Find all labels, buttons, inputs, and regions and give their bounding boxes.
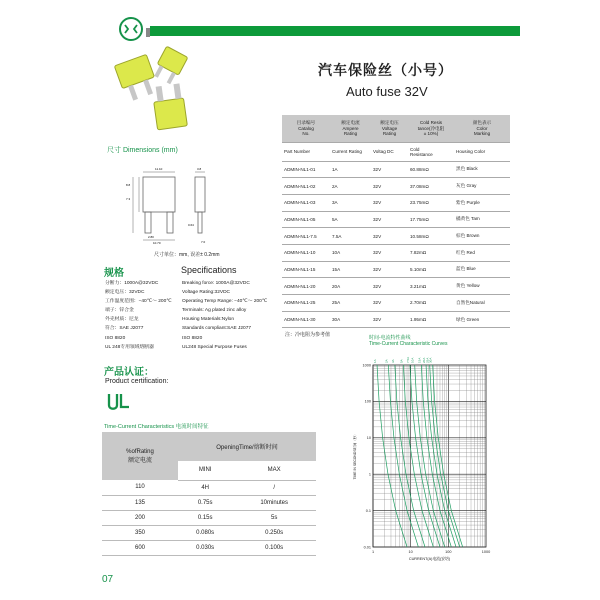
specs-heading-en: Specifications bbox=[181, 265, 237, 275]
certification-heading-en: Product certification: bbox=[105, 378, 169, 385]
chart-y-axis-label: TIME IN SECONDS时间（秒） bbox=[353, 432, 357, 480]
table-cell: Current Rating bbox=[330, 142, 371, 161]
spec-item: UL248 Special Purpose Fuses bbox=[182, 344, 247, 350]
table-cell: ADMIN-NL1-30 bbox=[282, 311, 330, 328]
table-cell: 32V bbox=[371, 261, 408, 278]
table-cell: 17.75mΩ bbox=[408, 211, 454, 228]
table-cell: / bbox=[232, 480, 316, 495]
table-cell: 32V bbox=[371, 194, 408, 211]
table-cell: 25A bbox=[330, 295, 371, 312]
table-cell: 蓝色 Blue bbox=[454, 261, 510, 278]
table-cell: 23.75mΩ bbox=[408, 194, 454, 211]
dim-label: 10.70 bbox=[153, 241, 161, 244]
table-cell: 32V bbox=[371, 161, 408, 178]
table-header-voltage: 额定电压 Voltage Rating bbox=[371, 115, 408, 142]
table-row bbox=[282, 161, 510, 178]
table-cell: 10.58mΩ bbox=[408, 228, 454, 245]
table-cell: 32V bbox=[371, 311, 408, 328]
table-cell: 7.5A bbox=[330, 228, 371, 245]
table-row bbox=[282, 244, 510, 261]
table-row bbox=[102, 495, 316, 510]
table-subheader-row bbox=[282, 142, 510, 161]
spec-item: ISO 8820 bbox=[105, 335, 126, 341]
table-cell: 3.21mΩ bbox=[408, 278, 454, 295]
chart-series-label: 1A bbox=[373, 359, 378, 363]
table-row bbox=[282, 194, 510, 211]
spec-item: Housing Materials:Nylon bbox=[182, 317, 234, 323]
table-cell: 1.95mΩ bbox=[408, 311, 454, 328]
spec-item: 外壳材质：尼龙 bbox=[105, 317, 139, 323]
spec-item: Terminals: Ag plated zinc alloy bbox=[182, 308, 247, 314]
table-cell: 自然色Natural bbox=[454, 295, 510, 312]
spec-item: 工作温度范围：−40℃～ 200℃ bbox=[105, 299, 172, 305]
table-cell: ADMIN-NL1-20 bbox=[282, 278, 330, 295]
table-cell: ADMIN-NL1-03 bbox=[282, 194, 330, 211]
table-cell: 350 bbox=[102, 525, 178, 540]
specs-list-en bbox=[182, 279, 282, 352]
table-cell: 60.88mΩ bbox=[408, 161, 454, 178]
table-row bbox=[282, 178, 510, 195]
table-cell: 32V bbox=[371, 178, 408, 195]
table-cell: Housing Color bbox=[454, 142, 510, 161]
chart-tick-label: 1 bbox=[368, 472, 371, 477]
table-cell: 32V bbox=[371, 211, 408, 228]
table-row bbox=[282, 295, 510, 312]
ul-certification-mark bbox=[107, 392, 131, 411]
chart-tick-label: 100 bbox=[445, 550, 452, 554]
chart-series-label: 2A bbox=[384, 359, 389, 363]
table-cell: 200 bbox=[102, 510, 178, 525]
table-cell: 110 bbox=[102, 480, 178, 495]
table-row bbox=[282, 228, 510, 245]
table-cell: 600 bbox=[102, 540, 178, 555]
chart-series-label: 5A bbox=[399, 359, 404, 363]
dimension-unit-note: 尺寸单位：mm, 误差± 0.2mm bbox=[154, 252, 220, 258]
table-cell: 15A bbox=[330, 261, 371, 278]
opening-time-header: OpeningTime/熔断时间 bbox=[178, 432, 316, 461]
table-header-ampere: 额定电流 Ampere Rating bbox=[330, 115, 371, 142]
chart-tick-label: 100 bbox=[364, 399, 371, 404]
table-cell: 0.030s bbox=[178, 540, 232, 555]
spec-item: UL 248专用领域熔断器 bbox=[105, 344, 154, 350]
table-cell: ADMIN-NL1-7.5 bbox=[282, 228, 330, 245]
table-row bbox=[282, 261, 510, 278]
dimensions-title: 尺寸 Dimensions (mm) bbox=[107, 147, 178, 154]
table-cell: 1A bbox=[330, 161, 371, 178]
product-title-cn: 汽车保险丝（小号） bbox=[318, 62, 453, 78]
spec-item: ISO 8820 bbox=[182, 335, 203, 341]
chart-x-axis-label: CURRENT(A)电流(安培) bbox=[408, 557, 451, 561]
spec-item: Voltage Rating:32VDC bbox=[182, 290, 230, 296]
dim-label: 11.10 bbox=[155, 167, 163, 171]
chart-tick-label: 0.1 bbox=[365, 508, 371, 513]
dim-label: 7.3 bbox=[126, 197, 131, 201]
dim-label: 3.8 bbox=[197, 167, 202, 171]
spec-item: 端子：锌合金 bbox=[105, 308, 134, 314]
table-cell: 0.100s bbox=[232, 540, 316, 555]
table-cell: ADMIN-NL1-10 bbox=[282, 244, 330, 261]
table-cell: 10minutes bbox=[232, 495, 316, 510]
table-cell: 2A bbox=[330, 178, 371, 195]
table-cell: 0.080s bbox=[178, 525, 232, 540]
chart-tick-label: 1000 bbox=[481, 550, 491, 554]
table-cell: 5.10mΩ bbox=[408, 261, 454, 278]
header-accent-green bbox=[150, 26, 520, 36]
dim-label: 2.80 bbox=[148, 235, 154, 239]
mini-header: MINI bbox=[178, 461, 232, 480]
table-cell: 2.70mΩ bbox=[408, 295, 454, 312]
opening-time-table bbox=[102, 432, 316, 556]
chart-title-en: Time-Current Characteristic Curves bbox=[369, 341, 448, 347]
chart-series-label: 15A bbox=[417, 357, 422, 363]
table-row bbox=[282, 278, 510, 295]
table-row bbox=[102, 480, 316, 495]
time-current-title: Time-Current Characteristics 电流时间特征 bbox=[104, 424, 209, 430]
chart-series-label: 20A bbox=[422, 357, 427, 363]
table-cell: 4H bbox=[178, 480, 232, 495]
table-cell: 0.15s bbox=[178, 510, 232, 525]
chart-series-label: 3A bbox=[390, 359, 395, 363]
table-row bbox=[282, 211, 510, 228]
page-number: 07 bbox=[102, 574, 114, 585]
specs-heading-cn: 规格 bbox=[104, 268, 124, 279]
brand-logo bbox=[118, 16, 144, 42]
chart-tick-label: 1000 bbox=[362, 363, 371, 368]
table-cell: 棕色 Brown bbox=[454, 228, 510, 245]
chart-tick-label: 0.01 bbox=[363, 545, 371, 550]
table-cell: 0.75s bbox=[178, 495, 232, 510]
table-cell: 绿色 Green bbox=[454, 311, 510, 328]
specs-list-cn bbox=[105, 279, 179, 352]
table-cell: 黑色 Black bbox=[454, 161, 510, 178]
spec-item: Breaking force: 1000A@32VDC bbox=[182, 281, 250, 286]
chart-series-label: 25A bbox=[425, 357, 430, 363]
table-header-color: 颜色表示 Color Marking bbox=[454, 115, 510, 142]
dim-label: 7.0 bbox=[201, 240, 206, 244]
table-cell: 0.250s bbox=[232, 525, 316, 540]
table-cell: 32V bbox=[371, 228, 408, 245]
product-image bbox=[108, 45, 204, 135]
table-cell: Part Number bbox=[282, 142, 330, 161]
table-cell: ADMIN-NL1-01 bbox=[282, 161, 330, 178]
chart-tick-label: 10 bbox=[366, 436, 371, 441]
spec-item: 符合：SAE J2077 bbox=[105, 326, 144, 332]
table-cell: 红色 Red bbox=[454, 244, 510, 261]
table-cell: ADMIN-NL1-02 bbox=[282, 178, 330, 195]
dimension-drawing bbox=[125, 164, 235, 244]
table-cell: 5A bbox=[330, 211, 371, 228]
table-header-resistance: Cold Resis tance(冷电阻 ± 10%) bbox=[408, 115, 454, 142]
table-row bbox=[102, 540, 316, 555]
table-cell: 紫色 Purple bbox=[454, 194, 510, 211]
table-cell: Cold Resistance bbox=[408, 142, 454, 161]
table-cell: 32V bbox=[371, 278, 408, 295]
chart-series-label: 7.5A bbox=[405, 356, 410, 363]
table-cell: 3A bbox=[330, 194, 371, 211]
table-header-catalog: 目录编号 Catalog No. bbox=[282, 115, 330, 142]
dim-label: 0.64 bbox=[188, 223, 194, 227]
table-cell: ADMIN-NL1-25 bbox=[282, 295, 330, 312]
max-header: MAX bbox=[232, 461, 316, 480]
spec-item: Standards compliant:SAE J2077 bbox=[182, 326, 252, 332]
chart-title-cn: 时间-电流特性曲线 bbox=[369, 335, 411, 341]
chart-series-label: 10A bbox=[410, 357, 415, 363]
percent-rating-header: %ofRating 额定电流 bbox=[102, 432, 178, 480]
chart-tick-label: 10 bbox=[408, 550, 413, 554]
table-note: 注：冷电阻为参考值 bbox=[285, 332, 331, 338]
table-cell: 黄色 Yellow bbox=[454, 278, 510, 295]
table-cell: 10A bbox=[330, 244, 371, 261]
spec-item: Operating Temp Range: −40℃～ 200℃ bbox=[182, 299, 268, 305]
table-cell: 37.08mΩ bbox=[408, 178, 454, 195]
table-cell: 7.82mΩ bbox=[408, 244, 454, 261]
table-row bbox=[282, 311, 510, 328]
table-cell: Voltag DC bbox=[371, 142, 408, 161]
table-row bbox=[102, 510, 316, 525]
specification-table bbox=[282, 115, 510, 328]
table-cell: 32V bbox=[371, 244, 408, 261]
table-cell: 橘黄色 Tam bbox=[454, 211, 510, 228]
chart-tick-label: 1 bbox=[371, 550, 375, 554]
table-cell: 135 bbox=[102, 495, 178, 510]
certification-heading-cn: 产品认证： bbox=[104, 367, 154, 378]
table-row bbox=[102, 525, 316, 540]
table-cell: 32V bbox=[371, 295, 408, 312]
product-title-en: Auto fuse 32V bbox=[346, 84, 428, 99]
table-cell: 30A bbox=[330, 311, 371, 328]
table-cell: ADMIN-NL1-15 bbox=[282, 261, 330, 278]
chart-series-label: 30A bbox=[428, 357, 433, 363]
table-cell: 灰色 Gray bbox=[454, 178, 510, 195]
table-cell: ADMIN-NL1-05 bbox=[282, 211, 330, 228]
table-cell: 20A bbox=[330, 278, 371, 295]
spec-item: 分断力：1000A@32VDC bbox=[105, 281, 159, 286]
dim-label: 8.8 bbox=[126, 183, 131, 187]
time-current-chart bbox=[349, 347, 499, 572]
table-cell: 5s bbox=[232, 510, 316, 525]
spec-item: 额定电压：32VDC bbox=[105, 290, 145, 296]
